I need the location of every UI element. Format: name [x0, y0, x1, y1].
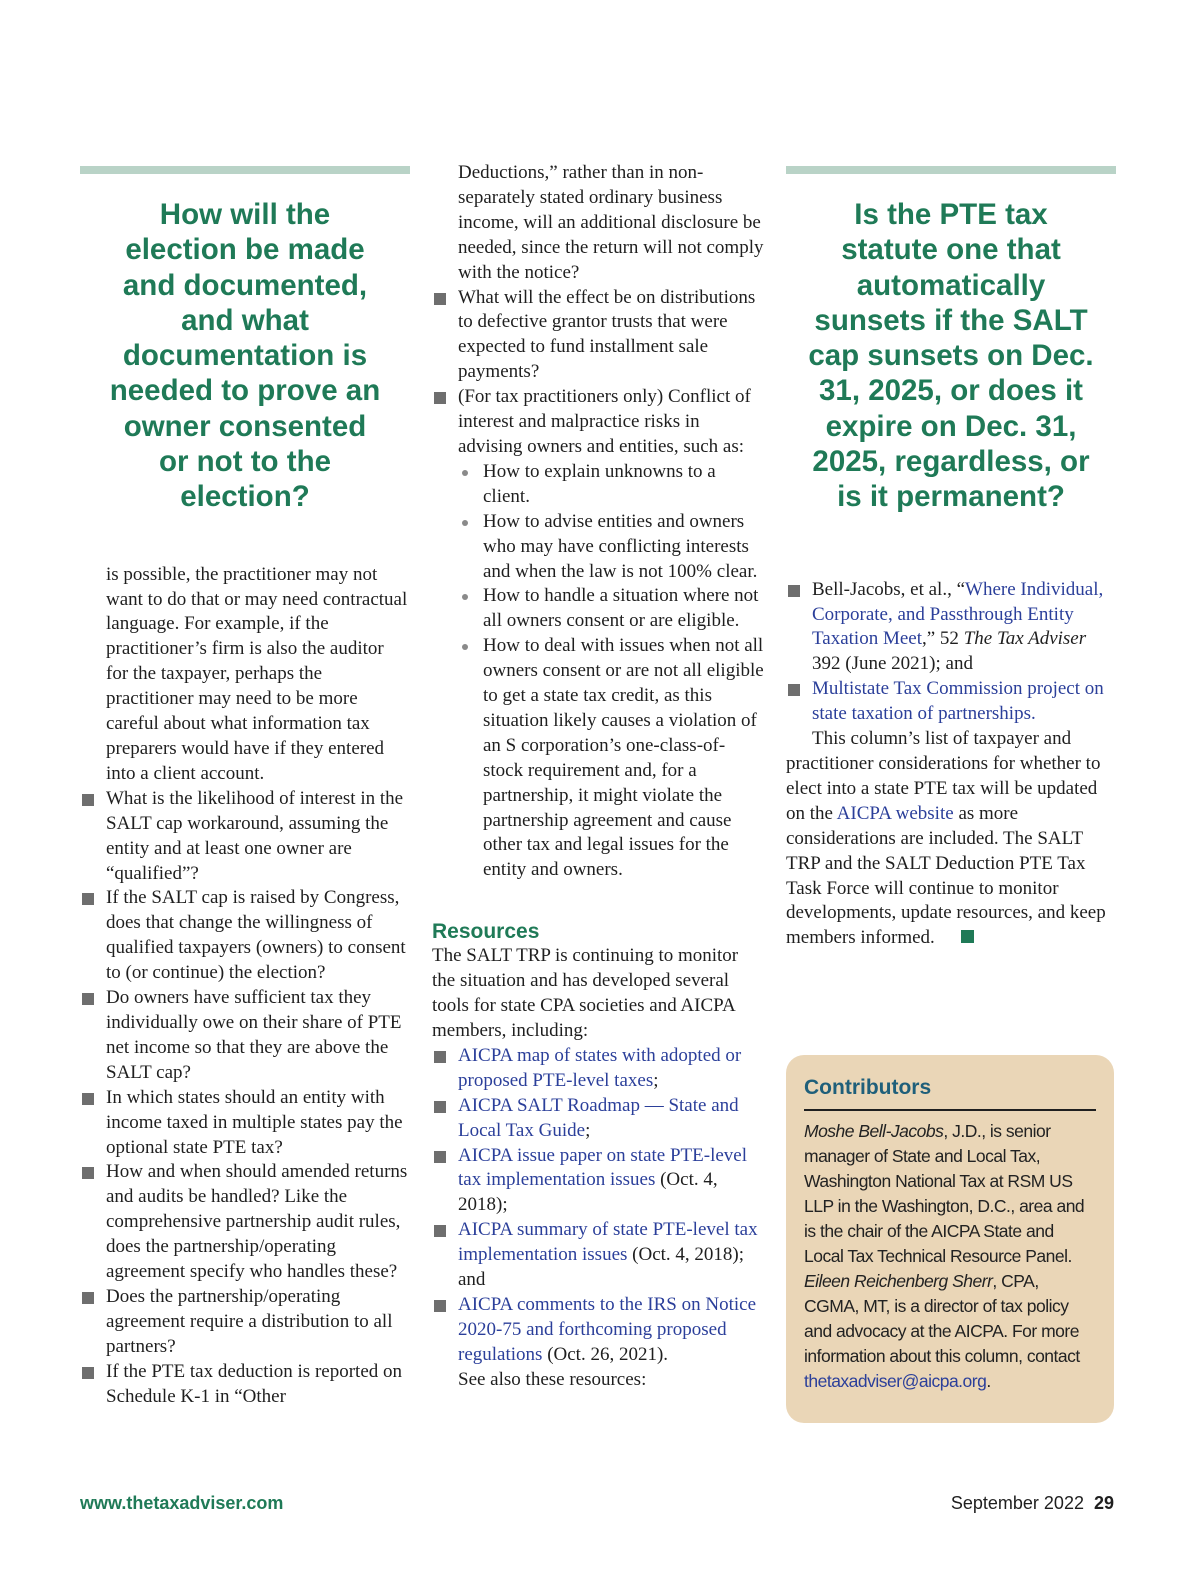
contributor-name: Eileen Reichenberg Sherr	[804, 1271, 993, 1291]
resource-item	[432, 1218, 764, 1293]
page-number: 29	[1093, 1493, 1114, 1513]
reference-item	[786, 677, 1116, 727]
contributors-heading: Contributors	[804, 1076, 932, 1099]
resource-suffix: (Oct. 4, 2018); and	[458, 1244, 745, 1291]
resource-link[interactable]: AICPA summary of state PTE-level tax implementation issues	[458, 1219, 758, 1266]
contributor-bio: , CPA, CGMA, MT, is a director of tax policy and advocacy at the AICPA. For more information about this column, contact	[804, 1271, 1080, 1366]
journal-title: The Tax Adviser	[963, 628, 1087, 650]
pullquote-2: Is the PTE tax statute one that automatically sunsets if the SALT cap sunsets on Dec. 31, 2025, or does it expire on Dec. 31, 2025, regardless, or is it permanent?	[808, 198, 1094, 514]
resources-list	[432, 1044, 764, 1393]
reference-item	[786, 578, 1116, 678]
closing-text: This column’s list of taxpayer and practitioner considerations for whether to elect into a state PTE tax will be updated on the	[786, 728, 1101, 824]
end-mark-icon	[961, 930, 974, 943]
contributors-text	[804, 1119, 1096, 1394]
issue-date: September 2022	[950, 1493, 1084, 1513]
sub-list-item: How to advise entities and owners who may have conflicting interests and when the law is not 100% clear.	[458, 510, 764, 585]
ref-text: Bell-Jacobs, et al., “	[812, 578, 966, 600]
ref-text: 392 (June 2021); and	[812, 653, 973, 675]
list-item: If the SALT cap is raised by Congress, does that change the willingness of qualified taxpayers (owners) to consent to (or continue) the election?	[80, 886, 410, 986]
pullquote-rule	[786, 166, 1116, 174]
consideration-list-2	[432, 286, 764, 884]
sub-list-item: How to deal with issues when not all owners consent or are not all eligible to get a state tax credit, as this situation likely causes a violation of an S corporation’s one-class-of-stock requirement and, for a partnership, it might violate the partnership agreement and cause other tax and legal issues for the entity and owners.	[458, 634, 764, 883]
resource-item	[432, 1293, 764, 1393]
resource-suffix: ;	[653, 1069, 659, 1091]
list-item: Do owners have sufficient tax they individually owe on their share of PTE net income so that they are above the SALT cap?	[80, 986, 410, 1086]
list-item-text: (For tax practitioners only) Conflict of interest and malpractice risks in advising owners and entities, such as:	[458, 386, 751, 457]
closing-text: as more considerations are included. The SALT TRP and the SALT Deduction PTE Tax Task Force will continue to monitor developments, update resources, and keep members informed.	[786, 802, 1106, 949]
closing-paragraph	[786, 727, 1116, 951]
resource-suffix: ;	[585, 1119, 591, 1141]
list-item	[432, 385, 764, 883]
resource-link[interactable]: AICPA comments to the IRS on Notice 2020-75 and forthcoming proposed regulations	[458, 1293, 757, 1365]
resource-item	[432, 1044, 764, 1094]
list-item: How and when should amended returns and audits be handled? Like the comprehensive partnership audit rules, does the partnership/operating agreement specify who handles these?	[80, 1160, 410, 1285]
ref-link[interactable]: Multistate Tax Commission project on state taxation of partnerships.	[812, 678, 1104, 725]
reference-list	[786, 578, 1116, 727]
list-item: In which states should an entity with income taxed in multiple states pay the optional state PTE tax?	[80, 1086, 410, 1161]
sub-list	[458, 460, 764, 883]
resources-intro: The SALT TRP is continuing to monitor the situation and has developed several tools for state CPA societies and AICPA members, including:	[432, 945, 739, 1041]
column-3	[786, 160, 1116, 951]
sub-list-item: How to handle a situation where not all owners consent or are eligible.	[458, 584, 764, 634]
list-item: Does the partnership/operating agreement require a distribution to all partners?	[80, 1285, 410, 1360]
contributor-bio: , J.D., is senior manager of State and Local Tax, Washington National Tax at RSM US LLP in the Washington, D.C., area and is the chair of the AICPA State and Local Tax Technical Resource Panel.	[804, 1121, 1085, 1266]
footer-issue	[951, 1493, 1114, 1514]
ref-link[interactable]: Where Individual, Corporate, and Passthrough Entity Taxation Meet	[812, 578, 1104, 650]
resource-link[interactable]: AICPA SALT Roadmap — State and Local Tax Guide	[458, 1094, 739, 1141]
body-paragraph: Deductions,” rather than in non-separately stated ordinary business income, will an additional disclosure be needed, since the return will not comply with the notice?	[458, 162, 764, 283]
resource-link[interactable]: AICPA map of states with adopted or proposed PTE-level taxes	[458, 1044, 742, 1091]
pullquote-rule	[80, 166, 410, 174]
resource-item	[432, 1094, 764, 1144]
contributor-name: Moshe Bell-Jacobs	[804, 1121, 944, 1141]
column-2	[432, 160, 764, 1393]
column-1	[80, 160, 410, 1409]
aicpa-website-link[interactable]: AICPA website	[836, 802, 954, 824]
consideration-list-1	[80, 787, 410, 1410]
body-paragraph: is possible, the practitioner may not want to do that or may need contractual language. For example, if the practitioner’s firm is also the auditor for the taxpayer, perhaps the practitioner may need to be more careful about what information tax preparers would have if they entered into a client account.	[106, 563, 408, 784]
resource-link[interactable]: AICPA issue paper on state PTE-level tax implementation issues	[458, 1144, 748, 1191]
contributors-box	[786, 1055, 1114, 1423]
list-item: What will the effect be on distributions to defective grantor trusts that were expected to fund installment sale payments?	[432, 286, 764, 386]
resource-suffix: (Oct. 4, 2018);	[458, 1169, 718, 1216]
resource-suffix: (Oct. 26, 2021).	[542, 1343, 669, 1365]
see-also-text: See also these resources:	[458, 1368, 647, 1390]
list-item: What is the likelihood of interest in the SALT cap workaround, assuming the entity and at least one owner are “qualified”?	[80, 787, 410, 887]
contact-email-link[interactable]: thetaxadviser@aicpa.org	[804, 1371, 987, 1391]
contributors-rule	[804, 1109, 1096, 1111]
footer-website[interactable]: www.thetaxadviser.com	[80, 1493, 284, 1513]
resource-item	[432, 1144, 764, 1219]
sub-list-item: How to explain unknowns to a client.	[458, 460, 764, 510]
contributor-bio: .	[986, 1371, 991, 1391]
ref-text: ,” 52	[922, 628, 964, 650]
resources-heading: Resources	[432, 920, 540, 944]
pullquote-1: How will the election be made and documented, and what documentation is needed to prove an owner consented or not to the election?	[109, 198, 381, 514]
list-item: If the PTE tax deduction is reported on Schedule K-1 in “Other	[80, 1360, 410, 1410]
